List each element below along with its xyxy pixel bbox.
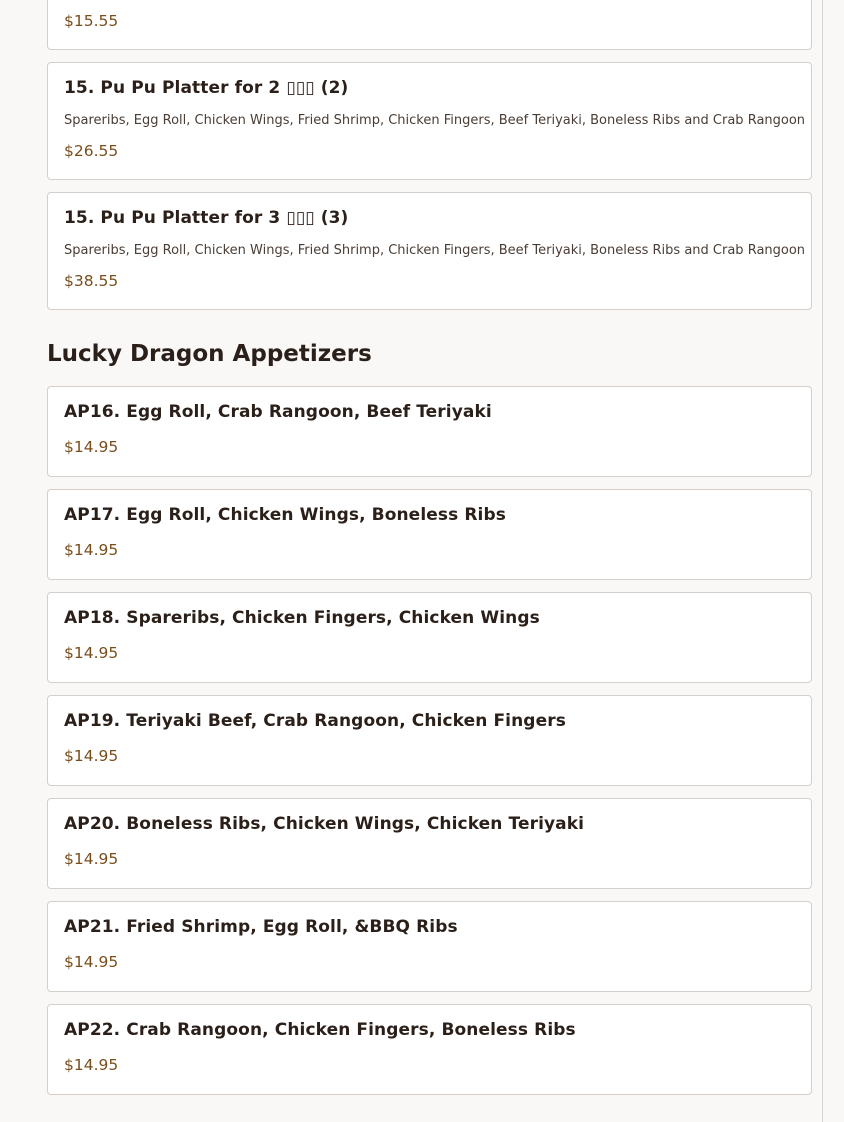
item-price: $14.95 [64,1056,119,1074]
item-price: $14.95 [64,953,119,971]
menu-item-card-ap17[interactable] [47,489,812,580]
item-name: AP22. Crab Rangoon, Chicken Fingers, Boneless Ribs [64,1020,576,1040]
item-price: $14.95 [64,850,119,868]
item-name: AP20. Boneless Ribs, Chicken Wings, Chicken Teriyaki [64,814,585,834]
item-description: Spareribs, Egg Roll, Chicken Wings, Fried Shrimp, Chicken Fingers, Beef Teriyaki, Boneless Ribs and Crab Rangoon [64,243,806,258]
menu-item-card-ap19[interactable] [47,695,812,786]
menu-item-card-ap16[interactable] [47,386,812,477]
menu-item-card-ap22[interactable] [47,1004,812,1095]
item-name: AP17. Egg Roll, Chicken Wings, Boneless Ribs [64,505,506,525]
item-description: Spareribs, Egg Roll, Chicken Wings, Fried Shrimp, Chicken Fingers, Beef Teriyaki, Boneless Ribs and Crab Rangoon [64,113,806,128]
item-name: AP18. Spareribs, Chicken Fingers, Chicken Wings [64,608,540,628]
section-title: Lucky Dragon Appetizers [47,341,372,367]
item-price: $15.55 [64,12,119,30]
menu-column [47,0,812,1107]
menu-item-card-pupu-3[interactable] [47,192,812,310]
item-name: AP16. Egg Roll, Crab Rangoon, Beef Teriyaki [64,402,492,422]
item-name: 15. Pu Pu Platter for 3 ▯▯▯ (3) [64,208,349,228]
page-divider [822,0,823,1122]
item-price: $14.95 [64,541,119,559]
item-price: $38.55 [64,272,119,290]
item-name: AP19. Teriyaki Beef, Crab Rangoon, Chicken Fingers [64,711,566,731]
item-name: 15. Pu Pu Platter for 2 ▯▯▯ (2) [64,78,349,98]
menu-item-card-ap18[interactable] [47,592,812,683]
menu-item-card-partial[interactable] [47,0,812,50]
menu-item-card-ap21[interactable] [47,901,812,992]
menu-item-card-ap20[interactable] [47,798,812,889]
item-price: $14.95 [64,644,119,662]
item-price: $26.55 [64,142,119,160]
item-name: AP21. Fried Shrimp, Egg Roll, &BBQ Ribs [64,917,458,937]
item-price: $14.95 [64,438,119,456]
item-price: $14.95 [64,747,119,765]
menu-item-card-pupu-2[interactable] [47,62,812,180]
